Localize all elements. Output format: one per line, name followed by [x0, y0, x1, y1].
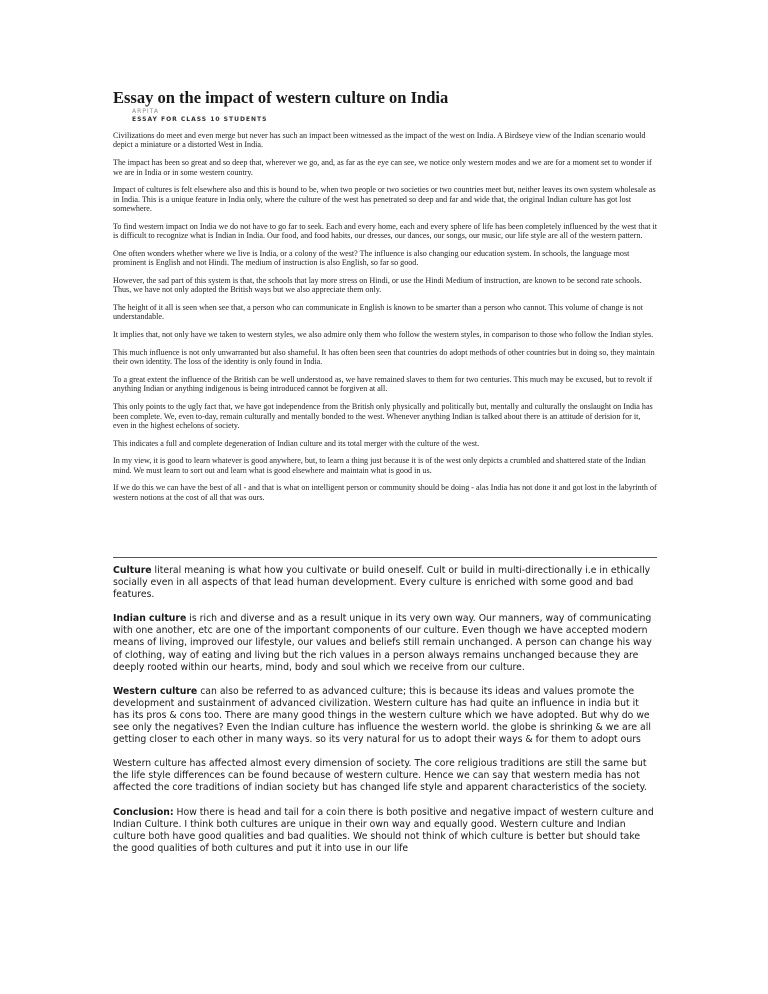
- essay-paragraph: To a great extent the influence of the British can be well understood as, we have remained slaves to them for two centuries. This much may be excused, but to revolt if anything Indian or anything indigenous is being introduced cannot be forgiven at all.: [113, 374, 653, 394]
- culture-paragraph: [113, 565, 657, 601]
- author-name: ARPITA: [132, 108, 159, 115]
- document-subtitle: ESSAY FOR CLASS 10 STUDENTS: [132, 116, 268, 123]
- essay-paragraph: One often wonders whether where we live is India, or a colony of the west? The influence is also changing our education system. In schools, the language most prominent is English and not Hindi. The medium of instruction is also English, so far so good.: [113, 248, 630, 268]
- indian-culture-text: is rich and diverse and as a result unique in its very own way. Our manners, way of communicating with one another, etc are one of the important components of our culture. Even though we have accepted modern means of living, improved our lifestyle, our values and beliefs still remain unchanged. A person can change his way of clothing, way of eating and living but the rich values in a person always remains unchanged because they are deeply rooted within our hearts, mind, body and soul which we receive from our culture.: [113, 613, 652, 673]
- essay-paragraph: It implies that, not only have we taken to western styles, we also admire only them who follow the western styles, in comparison to those who follow the Indian styles.: [113, 330, 654, 340]
- essay-paragraph: In my view, it is good to learn whatever is good anywhere, but, to learn a thing just because it is of the west only depicts a crumbled and shattered state of the Indian mind. We must learn to sort out and learn what is good elsewhere and maintain what is good in us.: [113, 456, 646, 475]
- essay-paragraph: The height of it all is seen when see that, a person who can communicate in English is known to be smarter than a person who cannot. This volume of change is not understandable.: [113, 303, 643, 322]
- conclusion-text: How there is head and tail for a coin there is both positive and negative impact of western culture and Indian Culture. I think both cultures are unique in their own way and equally good. Western culture and Indian culture both have good qualities and bad qualities. We should not think of which culture is better but should take the good qualities of both cultures and put it into use in our life: [113, 806, 654, 854]
- section-divider: [113, 557, 657, 558]
- conclusion-paragraph: [113, 807, 657, 855]
- western-culture-heading: Western culture: [113, 685, 198, 697]
- document-title: Essay on the impact of western culture on India: [113, 88, 449, 107]
- essay-paragraph: This much influence is not only unwarranted but also shameful. It has often been seen that countries do adopt methods of other countries but in doing so, they maintain their own identity. The loss of the identity is only found in India.: [113, 347, 655, 367]
- western-impact-text: Western culture has affected almost every dimension of society. The core religious traditions are still the same but the life style differences can be found because of western culture. Hence we can say that western media has not affected the core traditions of indian society but has changed life style and apparent characteristics of the society.: [113, 758, 647, 794]
- essay-paragraph: The impact has been so great and so deep that, wherever we go, and, as far as the eye can see, we notice only western modes and we are for a moment set to wonder if we are in India or in some western country.: [113, 158, 652, 177]
- western-culture-paragraph: [113, 686, 657, 746]
- essay-paragraph: Impact of cultures is felt elsewhere also and this is bound to be, when two people or two societies or two countries meet but, neither leaves its own system wholesale as in India. This is a unique feature in India only, where the culture of the west has penetrated so deep and far and wide that, the original Indian culture has got lost somewhere.: [113, 185, 656, 214]
- culture-text: literal meaning is what how you cultivate or build oneself. Cult or build in multi-directionally i.e in ethically socially even in all aspects of that lead human development. Every culture is enriched with some good and bad features.: [113, 565, 651, 601]
- essay-paragraph: This indicates a full and complete degeneration of Indian culture and its total merger with the culture of the west.: [113, 438, 480, 448]
- western-culture-text: can also be referred to as advanced culture; this is because its ideas and values promote the development and sustainment of advanced civilization. Western culture has had quite an influence in india but it has its pros & cons too. There are many good things in the western culture which we have adopted. But why do we see only the negatives? Even the Indian culture has influence the western world. the globe is shrinking & we are all getting closer to each other in many ways. so its very natural for us to adopt their ways & for them to adopt ours: [113, 685, 651, 746]
- conclusion-heading: Conclusion:: [113, 806, 174, 818]
- essay-paragraph: This only points to the ugly fact that, we have got independence from the British only physically and politically but, mentally and culturally the onslaught on India has been complete. We, even to-day, remain culturally and mentally bonded to the west. Whenever anything Indian is talked about there is an attitude of derision for it, even in the highest echelons of society.: [113, 402, 653, 430]
- culture-heading: Culture: [113, 565, 152, 576]
- indian-culture-heading: Indian culture: [113, 613, 187, 625]
- culture-sections: [113, 565, 657, 867]
- essay-paragraph: Civilizations do meet and even merge but never has such an impact been witnessed as the impact of the west on India. A Birdseye view of the Indian scenario would depict a miniature or a distorted West in India.: [113, 131, 646, 150]
- western-impact-paragraph: [113, 758, 657, 794]
- essay-paragraph: However, the sad part of this system is that, the schools that lay more stress on Hindi, or use the Hindi Medium of instruction, are known to be second rate schools. Thus, we have not only adopted the British ways but we also appreciate them only.: [113, 275, 642, 295]
- indian-culture-paragraph: [113, 613, 657, 673]
- essay-paragraph: To find western impact on India we do not have to go far to seek. Each and every home, each and every sphere of life has been completely influenced by the west that it is difficult to recognize what is Indian in India. Our food, and food habits, our dresses, our dances, our songs, our music, our life style are all of the western pattern.: [113, 221, 657, 241]
- essay-paragraph: If we do this we can have the best of all - and that is what on intelligent person or community should be doing - alas India has not done it and got lost in the labyrinth of western notions at the cost of all that was ours.: [113, 483, 657, 502]
- essay-body: [113, 131, 657, 511]
